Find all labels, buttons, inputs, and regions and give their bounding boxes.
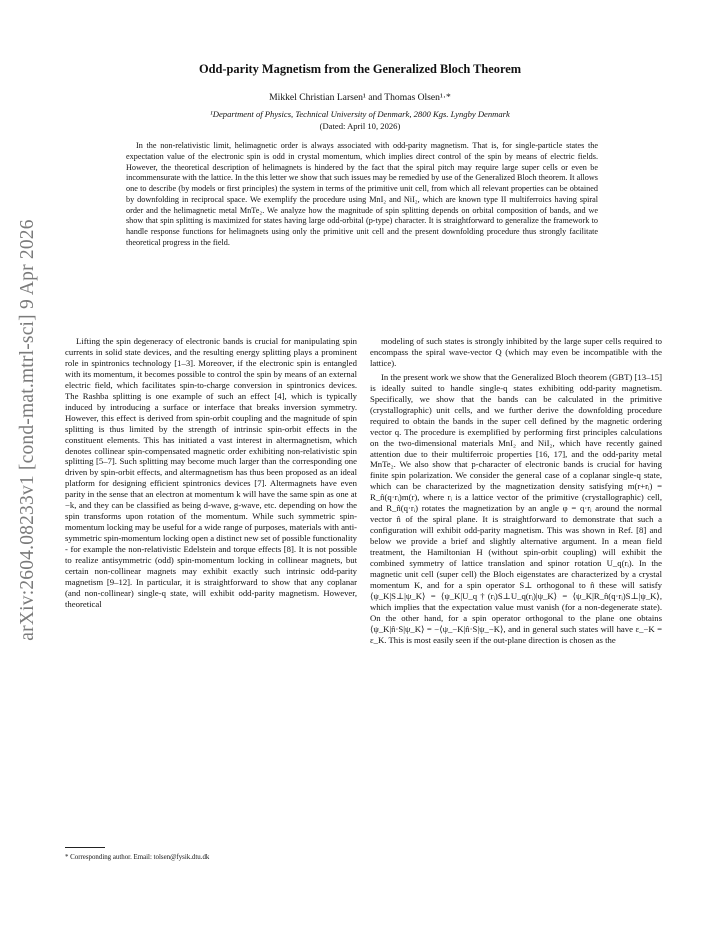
body-column-right (370, 336, 662, 646)
footnote-divider (65, 847, 105, 848)
arxiv-identifier: arXiv:2604.08233v1 [cond-mat.mtrl-sci] 9 Apr 2026 (17, 219, 38, 641)
body-column-left (65, 336, 357, 610)
body-paragraph: Lifting the spin degeneracy of electronic bands is crucial for manipulating spin currents in solid state devices, and the resulting energy splitting plays a prominent role in spintronics technology [1–3]. Moreover, if the electronic spin is entangled with its momentum, it becomes possible to control the spin by means of an external electric field, which facilitates spin-to-charge conversion in spintronics devices. The Rashba splitting is one example of such an effect [4], which is typically induced by introducing a surface or interface that breaks inversion symmetry. However, this effect is derived from spin-orbit coupling and the magnitude of spin splitting is thus limited by the strength of intrinsic spin-orbit effects in the constituent elements. This has initiated a vast interest in altermagnetism, which denotes collinear spin-compensated magnetic order exhibiting non-relativistic spin splitting [5–7]. Such splitting may become much larger than the corresponding one driven by spin-orbit effects, and altermagnetism has thus been proposed as an ideal platform for designing efficient spintronics devices [7]. Altermagnets have even parity in the sense that an electron at momentum k will have the same spin as one at −k, and they can be classified as being d-wave, g-wave, etc. depending on how the spin transforms upon rotation of the momentum. While such symmetric spin-momentum locking may be useful for a wide range of purposes, materials with anti-symmetric spin-momentum locking open a distinct new set of possible functionality - for example the non-relativistic Edelstein and torque effects [8]. It is not possible to realize antisymmetric (odd) spin-momentum locking in collinear magnets, but certain non-collinear magnets may exhibit exactly such intrinsic odd-parity magnetism [9–12]. In particular, it is straightforward to show that any coplanar (and non-collinear) single-q state, will exhibit odd-parity magnetism. However, theoretical (65, 336, 357, 609)
author-list: Mikkel Christian Larsen¹ and Thomas Olsen¹·* (269, 92, 451, 103)
arxiv-sidebar (6, 210, 50, 650)
affiliation: ¹Department of Physics, Technical University of Denmark, 2800 Kgs. Lyngby Denmark (210, 109, 510, 119)
abstract: In the non-relativistic limit, helimagnetic order is always associated with odd-parity magnetism. That is, for single-particle states the expectation value of the electronic spin is odd in crystal momentum, which implies direct control of the spin by means of electric fields. However, the theoretical description of helimagnets is hindered by the fact that the spiral pitch may require large super cells or even be incommensurate with the lattice. In the this letter we show that such issues may be remedied by use of the Generalized Bloch theorem. It allows one to describe (by models or first principles) the system in terms of the primitive unit cell, from which all relevant properties can be obtained by downfolding in reciprocal space. We exemplify the procedure using MnI₂ and NiI₂, which are known type II multiferroics having spiral order and the helimagnetic metal MnTe₂. We analyze how the magnitude of spin splitting depends on orbital composition of bands, and we show that spin splitting is maximized for states having large odd-orbital (p-type) character. It is straightforward to generalize the framework to handle response functions for helimagnets using only the primitive unit cell and the present downfolding procedure thus strongly facilitate theoretical progress in the field. (126, 141, 598, 247)
body-paragraph: modeling of such states is strongly inhibited by the large super cells required to encompass the spiral wave-vector Q (which may even be incompatible with the lattice). (370, 336, 662, 368)
date-line: (Dated: April 10, 2026) (319, 121, 401, 131)
footnote: * Corresponding author. Email: tolsen@fysik.dtu.dk (65, 854, 210, 861)
paper-title: Odd-parity Magnetism from the Generalized Bloch Theorem (198, 62, 522, 76)
body-paragraph: In the present work we show that the Generalized Bloch theorem (GBT) [13–15] is ideally suited to handle single-q states exhibiting odd-parity magnetism. Specifically, we show that the bands can be calculated in the primitive (crystallographic) unit cells, and we further derive the downfolding procedure required to obtain the bands in the super cell defined by the magnetic ordering vector q. The procedure is exemplified by performing first principles calculations on the two-dimensional materials MnI₂ and NiI₂, which have recently gained attention due to their multiferroic properties [16, 17], and the odd-parity metal MnTe₂. We also show that p-character of electronic bands is crucial for having finite spin polarization. We consider the general case of a coplanar single-q state, which can be characterized by the magnetization density satisfying m(r+rᵢ) = R_n̂(q·rᵢ)m(r), where rᵢ is a lattice vector of the primitive (crystallographic) cell, and R_n̂(q·rᵢ) rotates the magnetization by an angle φ = q·rᵢ around the normal vector n̂ of the spiral plane. It is straightforward to demonstrate that such a configuration will exhibit odd-parity magnetism. This was shown in Ref. [8] and below we provide a brief and slightly alternative argument. In a mean field treatment, the Hamiltonian H (without spin-orbit coupling) will exhibit the combined symmetry of lattice translation and spinor rotation U_q(rᵢ). In the magnetic unit cell (super cell) the Bloch eigenstates are characterized by a crystal momentum K, and for a spin operator S⊥ orthogonal to n̂ these will satisfy ⟨ψ_K|S⊥|ψ_K⟩ = ⟨ψ_K|U_q†(rᵢ)S⊥U_q(rᵢ)|ψ_K⟩ = ⟨ψ_K|R_n̂(q·rᵢ)S⊥|ψ_K⟩, which implies that the expectation value must vanish (for a non-degenerate state). On the other hand, for a spin operator orthogonal to the plane one obtains ⟨ψ_K|n̂·S|ψ_K⟩ = −⟨ψ_−K|n̂·S|ψ_−K⟩, and in general such states will have ε_−K = ε_K. This is most easily seen if the out-plane direction is chosen as the (370, 371, 662, 645)
